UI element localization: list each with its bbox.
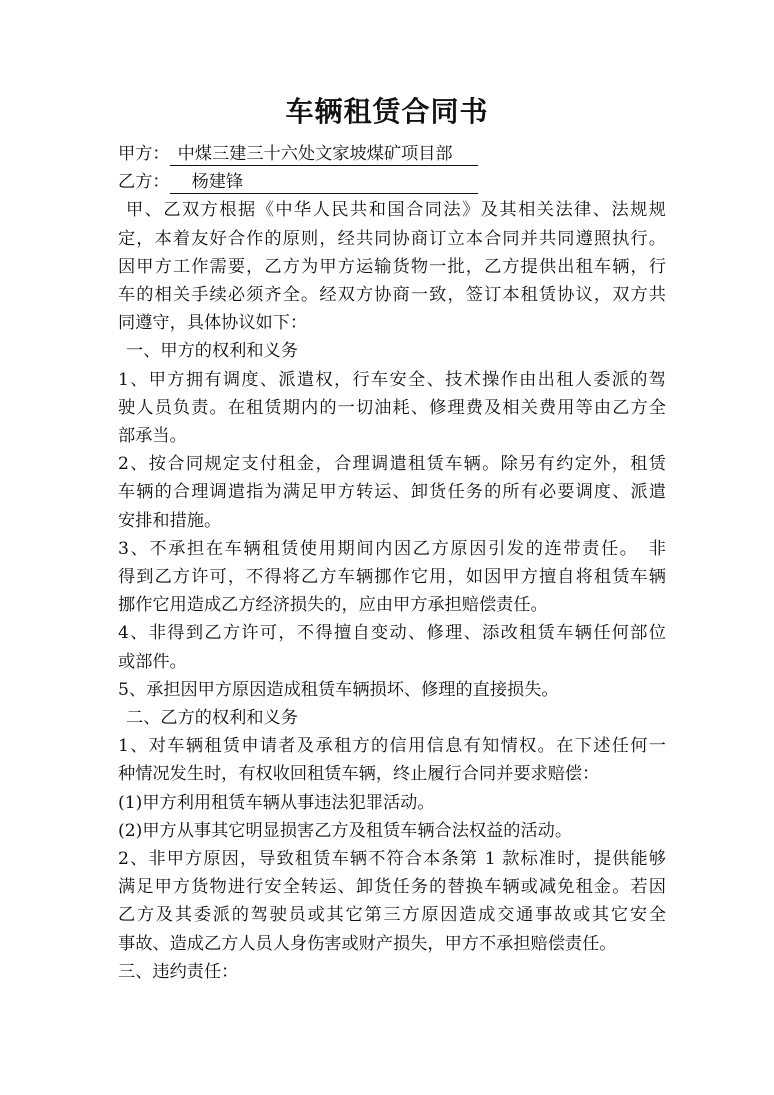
body-line: 部承当。 [118, 426, 187, 447]
body-line: 因甲方工作需要，乙方为甲方运输货物一批，乙方提供出租车辆，行 [118, 256, 666, 277]
body-line: 车辆的合理调遣指为满足甲方转运、卸货任务的所有必要调度、派遣 [118, 482, 666, 503]
body-line: (2)甲方从事其它明显损害乙方及租赁车辆合法权益的活动。 [118, 820, 573, 841]
document-title: 车辆租赁合同书 [285, 95, 489, 128]
section-heading: 三、违约责任： [118, 961, 239, 982]
body-line: 驶人员负责。在租赁期内的一切油耗、修理费及相关费用等由乙方全 [118, 397, 666, 418]
body-line: 2、按合同规定支付租金，合理调遣租赁车辆。除另有约定外，租赁 [118, 454, 666, 475]
party-b-name: 杨建锋 [170, 171, 478, 194]
body-line: 挪作它用造成乙方经济损失的，应由甲方承担赔偿责任。 [118, 595, 548, 616]
party-b-label: 乙方： [118, 172, 170, 193]
body-line: 车的相关手续必须齐全。经双方协商一致，签订本租赁协议，双方共 [118, 285, 666, 306]
party-a-label: 甲方： [118, 144, 170, 164]
body-line: 定，本着友好合作的原则，经共同协商订立本合同并共同遵照执行。 [118, 228, 666, 249]
body-line: 同遵守，具体协议如下： [118, 313, 308, 334]
body-line: 事故、造成乙方人员人身伤害或财产损失，甲方不承担赔偿责任。 [118, 933, 617, 954]
contract-body [118, 140, 666, 986]
body-line: 种情况发生时，有权收回租赁车辆，终止履行合同并要求赔偿： [118, 764, 600, 785]
party-b-line [118, 168, 666, 196]
section-heading: 二、乙方的权利和义务 [126, 708, 298, 729]
body-line: 乙方及其委派的驾驶员或其它第三方原因造成交通事故或其它安全 [118, 905, 666, 926]
body-line: 安排和措施。 [118, 510, 222, 531]
body-line: 1、对车辆租赁申请者及承租方的信用信息有知情权。在下述任何一 [118, 736, 666, 757]
body-line: 满足甲方货物进行安全转运、卸货任务的替换车辆或减免租金。若因 [118, 877, 666, 898]
body-line: 4、非得到乙方许可，不得擅自变动、修理、添改租赁车辆任何部位 [118, 623, 666, 644]
body-line: 2、非甲方原因，导致租赁车辆不符合本条第 1 款标准时，提供能够 [118, 849, 666, 870]
party-a-line [118, 140, 666, 168]
body-line: (1)甲方利用租赁车辆从事违法犯罪活动。 [118, 792, 435, 813]
body-line: 3、不承担在车辆租赁使用期间内因乙方原因引发的连带责任。 非 [118, 538, 666, 559]
body-line: 或部件。 [118, 651, 187, 672]
body-line: 得到乙方许可，不得将乙方车辆挪作它用，如因甲方擅自将租赁车辆 [118, 567, 666, 588]
party-a-name: 中煤三建三十六处文家坡煤矿项目部 [170, 143, 478, 166]
body-line: 5、承担因甲方原因造成租赁车辆损坏、修理的直接损失。 [118, 679, 559, 700]
body-line: 1、甲方拥有调度、派遣权，行车安全、技术操作由出租人委派的驾 [118, 369, 666, 390]
body-line: 甲、乙双方根据《中华人民共和国合同法》及其相关法律、法规规 [126, 200, 666, 221]
section-heading: 一、甲方的权利和义务 [126, 341, 298, 362]
